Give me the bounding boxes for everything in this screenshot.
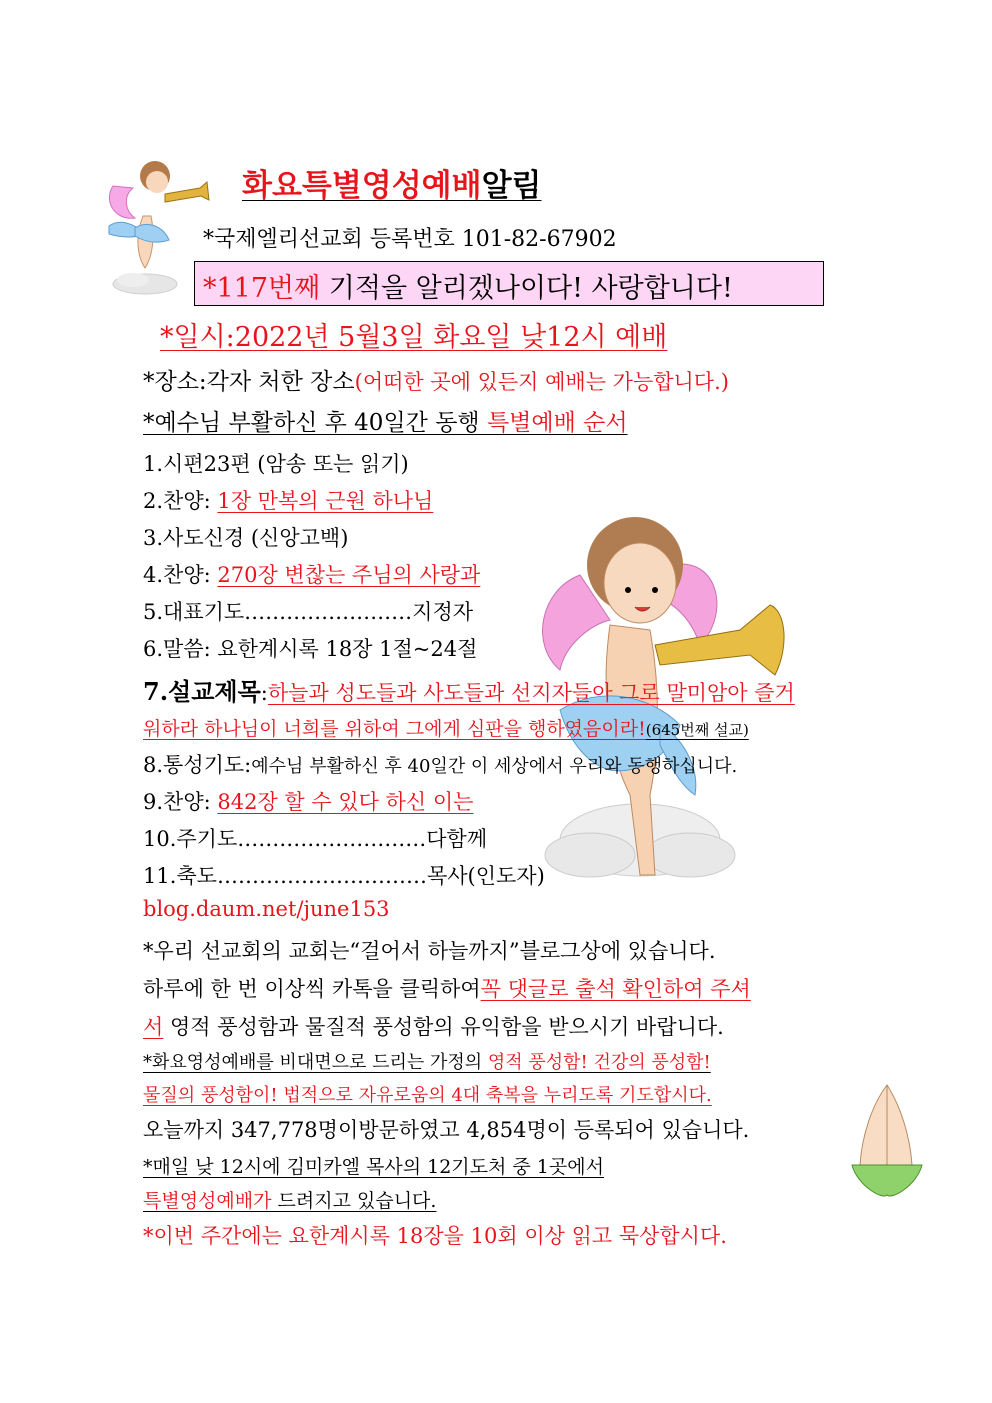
sermon-count: (645번째 설교) — [645, 721, 749, 739]
para1-line2-black: 하루에 한 번 이상씩 카톡을 클릭하여 — [143, 977, 481, 1001]
para1-line2-red: 꼭 댓글로 출석 확인하여 주셔 — [480, 977, 751, 1001]
sermon-title-label: 7.설교제목 — [143, 677, 261, 706]
blog-link[interactable]: blog.daum.net/june153 — [143, 897, 390, 921]
page-title — [242, 160, 541, 205]
sermon-title-line1: 하늘과 성도들과 사도들과 선지자들아 그로 말미암아 즐거 — [267, 681, 795, 705]
title-black-part: 알림 — [481, 168, 542, 204]
order-item-10: 10.주기도………………………다함께 — [143, 827, 488, 851]
order-item-5: 5.대표기도……………………지정자 — [143, 600, 474, 624]
order-item-6: 6.말씀: 요한계시록 18장 1절~24절 — [143, 637, 478, 661]
order-item-9-song: 842장 할 수 있다 하신 이는 — [217, 790, 474, 814]
order-item-3: 3.사도신경 (신앙고백) — [143, 526, 349, 550]
place-note: (어떠한 곳에 있든지 예배는 가능합니다.) — [354, 370, 729, 394]
order-item-1: 1.시편23편 (암송 또는 읽기) — [143, 452, 409, 476]
place-label: *장소:각자 처한 장소 — [143, 369, 355, 395]
para2-line1-black: *화요영성예배를 비대면으로 드리는 가정의 — [143, 1052, 488, 1073]
para1-line3-black: 영적 풍성함과 물질적 풍성함의 유익함을 받으시기 바랍니다. — [163, 1015, 724, 1039]
para1-line3-red: 서 — [143, 1015, 164, 1039]
para1-line1: *우리 선교회의 교회는“걸어서 하늘까지”블로그상에 있습니다. — [143, 939, 716, 963]
para2-line2: 물질의 풍성함이! 법적으로 자유로움의 4대 축복을 누리도록 기도합시다. — [143, 1085, 712, 1106]
sermon-colon: : — [260, 681, 268, 705]
banner-message: 기적을 알리겠나이다! 사랑합니다! — [320, 273, 733, 304]
order-item-4-song: 270장 변찮는 주님의 사랑과 — [217, 563, 481, 587]
para1-line2 — [143, 973, 751, 1003]
order-heading — [143, 404, 628, 437]
order-item-8-label: 8.통성기도: — [143, 753, 252, 777]
order-item-7 — [143, 672, 795, 707]
order-item-2 — [143, 485, 433, 515]
para3-line2-black: 드려지고 있습니다. — [271, 1190, 437, 1212]
para3-line2 — [143, 1186, 436, 1213]
order-item-2-label: 2.찬양: — [143, 489, 218, 513]
order-item-4-label: 4.찬양: — [143, 563, 218, 587]
para2-line1 — [143, 1048, 711, 1074]
order-item-8 — [143, 749, 737, 779]
sermon-title-cont — [143, 714, 749, 741]
church-registration: *국제엘리선교회 등록번호 101-82-67902 — [203, 227, 617, 252]
order-item-8-text: 예수님 부활하신 후 40일간 이 세상에서 우리와 동행하십니다. — [251, 756, 738, 777]
para3-line1: *매일 낮 12시에 김미카엘 목사의 12기도처 중 1곳에서 — [143, 1156, 604, 1178]
weekly-reading-note: *이번 주간에는 요한계시록 18장을 10회 이상 읽고 묵상합시다. — [143, 1224, 727, 1248]
service-date: *일시:2022년 5월3일 화요일 낮12시 예배 — [160, 322, 668, 353]
sermon-title-line2: 워하라 하나님이 너희를 위하여 그에게 심판을 행하였음이라! — [143, 718, 646, 740]
para1-line3 — [143, 1011, 724, 1041]
order-item-9-label: 9.찬양: — [143, 790, 218, 814]
praying-hands-icon — [832, 1075, 940, 1205]
order-item-4 — [143, 559, 480, 589]
order-item-9 — [143, 786, 473, 816]
service-place — [143, 363, 729, 396]
order-heading-black: *예수님 부활하신 후 40일간 동행 — [143, 410, 487, 436]
banner-text — [203, 266, 733, 305]
order-item-11: 11.축도…………………………목사(인도자) — [143, 864, 545, 888]
banner-count: *117번째 — [203, 273, 321, 304]
order-item-2-song: 1장 만복의 근원 하나님 — [217, 489, 434, 513]
order-heading-red: 특별예배 순서 — [486, 410, 628, 436]
title-red-part: 화요특별영성예배 — [242, 168, 482, 204]
para3-line2-red: 특별영성예배가 — [143, 1190, 272, 1212]
para2-line1-red: 영적 풍성함! 건강의 풍성함! — [487, 1052, 711, 1073]
visitor-count: 오늘까지 347,778명이방문하였고 4,854명이 등록되어 있습니다. — [143, 1118, 750, 1142]
